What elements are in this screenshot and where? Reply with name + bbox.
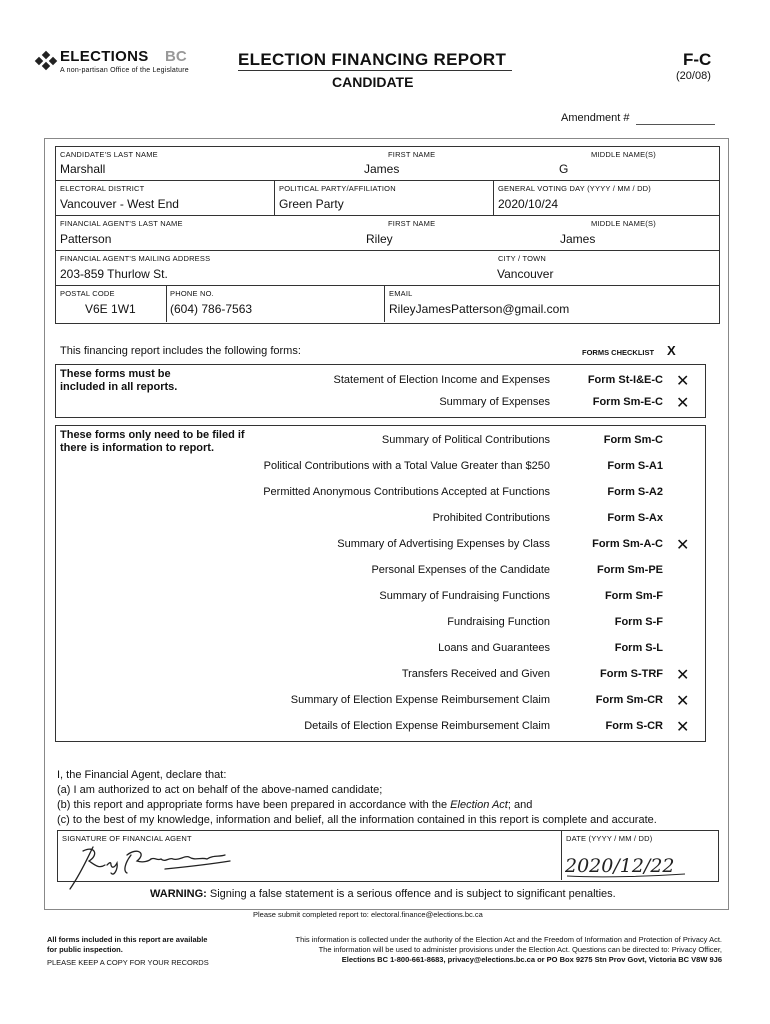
form-row-label: Personal Expenses of the Candidate xyxy=(371,564,550,576)
form-version: (20/08) xyxy=(676,70,711,82)
form-checkbox[interactable]: ✕ xyxy=(676,665,690,684)
form-row-code: Form Sm-A-C xyxy=(592,538,663,550)
logo-mark-icon xyxy=(34,50,58,72)
email-label: EMAIL xyxy=(389,289,413,298)
date-label: DATE (YYYY / MM / DD) xyxy=(566,834,653,843)
form-title: ELECTION FINANCING REPORT xyxy=(238,50,507,69)
footer-right-3: Elections BC 1-800-661-8683, privacy@elections.bc.ca or PO Box 9275 Stn Prov Govt, Victoria BC V8W 9J6 xyxy=(341,955,722,964)
form-row-label: Permitted Anonymous Contributions Accepted at Functions xyxy=(263,486,550,498)
form-row-label: Loans and Guarantees xyxy=(438,642,550,654)
form-row-label: Summary of Election Expense Reimbursement Claim xyxy=(290,694,550,706)
checklist-label: FORMS CHECKLIST xyxy=(582,348,655,357)
form-row-label: Statement of Election Income and Expenses xyxy=(333,374,550,386)
optional-forms-title: These forms only need to be filed if there is information to report. xyxy=(60,429,245,454)
logo-tagline: A non-partisan Office of the Legislature xyxy=(60,67,189,74)
signature-label: SIGNATURE OF FINANCIAL AGENT xyxy=(62,834,192,843)
party-label: POLITICAL PARTY/AFFILIATION xyxy=(279,184,396,193)
form-row-label: Transfers Received and Given xyxy=(401,668,550,680)
declaration xyxy=(57,768,657,828)
title-underline xyxy=(238,70,512,71)
postal-label: POSTAL CODE xyxy=(60,289,115,298)
footer-right-1: This information is collected under the authority of the Election Act and the Freedom of Information and Protection of Privacy Act. xyxy=(295,935,722,944)
email[interactable]: RileyJamesPatterson@gmail.com xyxy=(389,302,570,316)
form-row-label: Details of Election Expense Reimbursement Claim xyxy=(304,720,550,732)
agent-middle-label: MIDDLE NAME(S) xyxy=(591,219,656,228)
form-row-code: Form S-Ax xyxy=(607,512,663,524)
declaration-c: (c) to the best of my knowledge, information and belief, all the information contained in this report is complete and accurate. xyxy=(57,814,657,826)
divider xyxy=(55,215,719,216)
district-label: ELECTORAL DISTRICT xyxy=(60,184,145,193)
amendment-label: Amendment # xyxy=(561,112,630,124)
form-checkbox[interactable]: ✕ xyxy=(676,535,690,554)
form-row-code: Form S-CR xyxy=(605,720,663,732)
logo-suffix: BC xyxy=(165,48,187,65)
form-row-label: Fundraising Function xyxy=(447,616,550,628)
date-value: 2020/12/22 xyxy=(565,855,675,877)
city[interactable]: Vancouver xyxy=(497,267,554,281)
checklist-mark: X xyxy=(667,343,676,358)
district[interactable]: Vancouver - West End xyxy=(60,197,179,211)
form-row-code: Form S-A1 xyxy=(607,460,663,472)
form-row-label: Summary of Political Contributions xyxy=(381,434,550,446)
divider xyxy=(55,180,719,181)
form-row-label: Prohibited Contributions xyxy=(432,512,550,524)
form-checkbox[interactable]: ✕ xyxy=(676,717,690,736)
form-row-code: Form Sm-C xyxy=(603,434,663,446)
form-checkbox[interactable]: ✕ xyxy=(676,691,690,710)
form-subtitle: CANDIDATE xyxy=(332,74,414,90)
form-row-code: Form S-F xyxy=(614,616,663,628)
form-row-code: Form S-L xyxy=(614,642,663,654)
form-row-label: Summary of Advertising Expenses by Class xyxy=(337,538,550,550)
form-row-code: Form Sm-E-C xyxy=(592,396,663,408)
candidate-middle[interactable]: G xyxy=(559,162,569,176)
signature-date-handwritten xyxy=(565,850,705,880)
divider xyxy=(55,250,719,251)
candidate-last-name-label: CANDIDATE'S LAST NAME xyxy=(60,150,158,159)
postal[interactable]: V6E 1W1 xyxy=(85,302,136,316)
form-checkbox[interactable]: ✕ xyxy=(676,393,690,412)
candidate-first-name[interactable]: James xyxy=(364,162,400,176)
candidate-last-name[interactable]: Marshall xyxy=(60,162,106,176)
form-row-code: Form S-A2 xyxy=(607,486,663,498)
warning-label: WARNING: xyxy=(150,888,207,900)
candidate-middle-label: MIDDLE NAME(S) xyxy=(591,150,656,159)
declaration-b-end: ; and xyxy=(507,799,533,811)
logo-name: ELECTIONS xyxy=(60,48,149,65)
form-row-label: Political Contributions with a Total Value Greater than $250 xyxy=(263,460,550,472)
divider xyxy=(561,830,562,880)
footer-right-2: The information will be used to administer provisions under the Election Act. Questions can be directed to: Privacy Officer, xyxy=(318,945,722,954)
declaration-intro: I, the Financial Agent, declare that: xyxy=(57,769,227,781)
divider xyxy=(493,180,494,215)
declaration-b-text: (b) this report and appropriate forms have been prepared in accordance with the xyxy=(57,799,451,811)
checklist-intro: This financing report includes the following forms: xyxy=(60,345,301,357)
agent-middle[interactable]: James xyxy=(560,232,596,246)
form-row-code: Form S-TRF xyxy=(600,668,663,680)
footer-left-3: PLEASE KEEP A COPY FOR YOUR RECORDS xyxy=(47,958,209,967)
divider xyxy=(274,180,275,215)
agent-first-name[interactable]: Riley xyxy=(366,232,393,246)
signature-image xyxy=(65,843,245,893)
voting-day[interactable]: 2020/10/24 xyxy=(498,197,559,211)
agent-last-name[interactable]: Patterson xyxy=(60,232,112,246)
divider xyxy=(166,285,167,322)
address-label: FINANCIAL AGENT'S MAILING ADDRESS xyxy=(60,254,211,263)
agent-last-name-label: FINANCIAL AGENT'S LAST NAME xyxy=(60,219,183,228)
form-checkbox[interactable]: ✕ xyxy=(676,371,690,390)
form-row-code: Form Sm-CR xyxy=(595,694,663,706)
address[interactable]: 203-859 Thurlow St. xyxy=(60,267,168,281)
divider xyxy=(55,285,719,286)
agent-first-name-label: FIRST NAME xyxy=(388,219,436,228)
phone[interactable]: (604) 786-7563 xyxy=(170,302,253,316)
form-code: F-C xyxy=(683,50,712,69)
form-row-code: Form Sm-PE xyxy=(596,564,663,576)
form-row-code: Form Sm-F xyxy=(604,590,663,602)
form-row-label: Summary of Expenses xyxy=(439,396,550,408)
elections-bc-logo xyxy=(34,48,194,78)
city-label: CITY / TOWN xyxy=(498,254,547,263)
form-row-code: Form St-I&E-C xyxy=(587,374,663,386)
warning xyxy=(150,888,616,900)
voting-day-label: GENERAL VOTING DAY (YYYY / MM / DD) xyxy=(498,184,651,193)
amendment-field[interactable] xyxy=(636,124,715,125)
party[interactable]: Green Party xyxy=(279,197,344,211)
phone-label: PHONE NO. xyxy=(170,289,214,298)
declaration-b-act: Election Act xyxy=(450,799,508,811)
required-forms-title: These forms must be included in all reports. xyxy=(60,368,178,393)
footer-left-1: All forms included in this report are available xyxy=(47,935,208,944)
declaration-b xyxy=(57,798,657,813)
declaration-a: (a) I am authorized to act on behalf of the above-named candidate; xyxy=(57,784,383,796)
form-row-label: Summary of Fundraising Functions xyxy=(379,590,550,602)
footer-left-2: for public inspection. xyxy=(47,945,123,954)
warning-text: Signing a false statement is a serious offence and is subject to significant penalties. xyxy=(209,888,616,900)
divider xyxy=(384,285,385,322)
submit-note: Please submit completed report to: electoral.finance@elections.bc.ca xyxy=(253,910,483,919)
candidate-first-name-label: FIRST NAME xyxy=(388,150,436,159)
